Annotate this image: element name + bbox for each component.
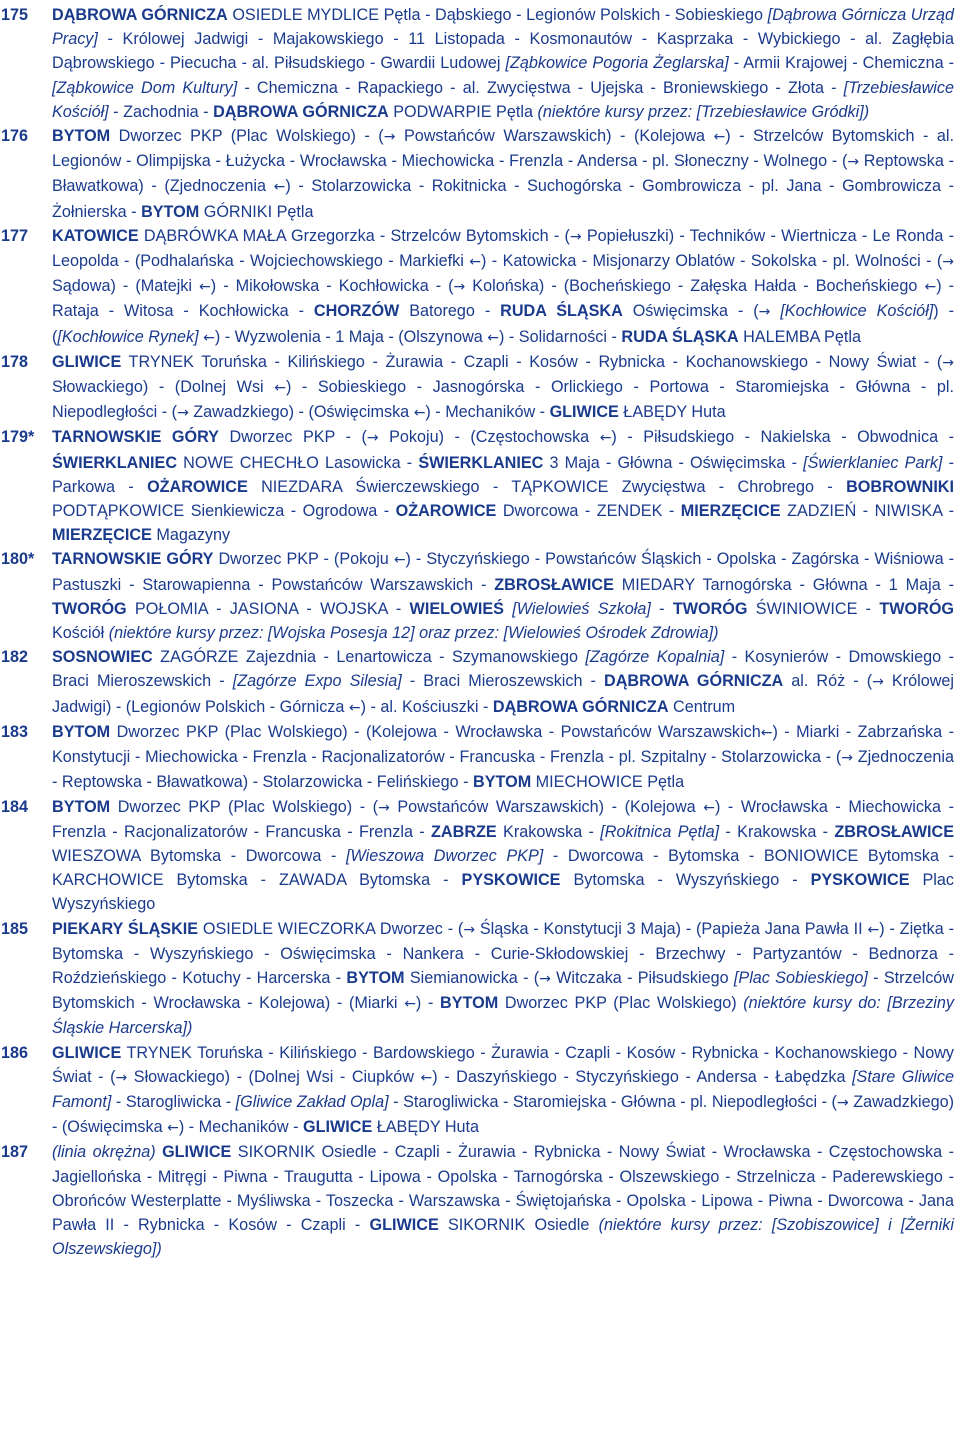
arrow-left-icon: ← — [199, 279, 211, 296]
arrow-left-icon: ← — [274, 380, 286, 397]
city-name: TWORÓG — [52, 599, 127, 618]
route-text: Sądowa) - (Matejki — [52, 277, 200, 296]
city-name: PYSKOWICE — [810, 871, 910, 890]
stop-note: [Stare Gliwice Famont] — [52, 1067, 954, 1111]
route-description — [52, 3, 954, 124]
route-text: Kolońska) - (Bocheńskiego - Załęska Hałda - Bocheńskiego — [465, 277, 925, 296]
city-name: MIERZĘCICE — [52, 526, 152, 545]
city-name: CHORZÓW — [313, 302, 400, 321]
route-description — [52, 547, 954, 645]
arrow-left-icon: ← — [420, 1069, 433, 1086]
route-number: 175 — [1, 6, 29, 24]
route-text: al. Róż - ( — [783, 672, 873, 691]
route-text: ) - Rataja - Witosa - Kochłowicka - — [52, 277, 954, 321]
arrow-right-icon: → — [378, 799, 390, 816]
city-name: SOSNOWIEC — [52, 648, 153, 667]
route-text: Zawadzkiego) - (Oświęcimska — [188, 403, 414, 422]
route-text: ) - Katowicka - Misjonarzy Oblatów - Sokolska - pl. Wolności - ( — [480, 252, 943, 271]
arrow-left-icon: ← — [348, 699, 361, 716]
route-number: 183 — [1, 722, 29, 741]
route-text: ŚWINIOWICE - — [747, 599, 880, 618]
route-text: ) - Piłsudskiego - Nakielska - Obwodnica - — [611, 428, 954, 447]
arrow-left-icon: ← — [404, 996, 416, 1013]
route-text: Dworzec PKP (Plac Wolskiego) — [498, 994, 744, 1013]
route-text: Królowej Jadwigi) - (Legionów Polskich - Górnicza — [52, 672, 954, 716]
stop-note: [Trzebiesławice Kościół] — [52, 78, 954, 121]
route-entry — [0, 795, 954, 917]
route-number: 187 — [1, 1143, 29, 1162]
city-name: ZABRZE — [431, 822, 497, 841]
route-text: ) - al. Kościuszki - — [360, 697, 493, 716]
arrow-left-icon: ← — [167, 1120, 179, 1137]
route-text: - Strzelców Bytomskich - Wrocławska - Kolejowa) - (Miarki — [52, 968, 954, 1013]
route-text: - Starogliwicka - Staromiejska - Główna - pl. Niepodległości - ( — [388, 1092, 837, 1111]
route-text: Krakowska - — [496, 822, 601, 841]
route-text: ) - ( — [52, 302, 954, 346]
route-text: POŁOMIA - JASIONA - WOJSKA - — [126, 599, 410, 618]
city-name: GLIWICE — [369, 1215, 439, 1234]
arrow-right-icon: → — [836, 1094, 849, 1111]
stop-note: [Wieszowa Dworzec PKP] — [346, 846, 544, 865]
route-text: ) - Sobieskiego - Jasnogórska - Orlickiego - Portowa - Staromiejska - Główna - pl. Niepodległości - ( — [52, 378, 954, 422]
city-name: OŻAROWICE — [147, 477, 248, 496]
city-name: DĄBROWA GÓRNICZA — [213, 102, 389, 121]
route-text: Reptowska - Bławatkowa) - (Zjednoczenia — [52, 152, 954, 196]
route-text: ) - Stolarzowicka - Rokitnicka - Suchogórska - Gombrowicza - pl. Jana - Gombrowicza - Żołnierska - — [52, 177, 955, 221]
route-description — [52, 224, 954, 350]
route-entry — [0, 425, 954, 547]
arrow-left-icon: ← — [924, 279, 937, 296]
route-text: ) - Styczyńskiego - Powstańców Śląskich - Opolska - Zagórska - Wiśniowa - Pastuszki - Starowapienna - Powstańców Warszawskich - — [52, 550, 954, 594]
route-text: MIECHOWICE Pętla — [531, 773, 685, 792]
city-name: BYTOM — [52, 127, 111, 146]
route-text: PODWARPIE Pętla — [388, 102, 538, 121]
arrow-right-icon: → — [841, 750, 853, 767]
route-text: ) - Strzelców Bytomskich - al. Legionów - Olimpijska - Łużycka - Wrocławska - Miechowicka - Frenzla - Andersa - pl. Słoneczny - Wolnego - ( — [52, 127, 954, 171]
route-text: ) - Mechaników - — [178, 1118, 303, 1137]
route-text: NIEZDARA Świerczewskiego - TĄPKOWICE Zwycięstwa - Chrobrego - — [247, 477, 847, 496]
route-text: Witczaka - Piłsudskiego — [550, 968, 734, 987]
route-text: Oświęcimska - ( — [622, 302, 759, 321]
arrow-right-icon: → — [758, 304, 771, 321]
route-text: ) - Mikołowska - Kochłowicka - ( — [210, 277, 454, 296]
arrow-right-icon: → — [847, 154, 860, 171]
stop-note: [Ząbkowice Pogoria Żeglarska] — [505, 54, 729, 73]
route-entry — [0, 720, 954, 795]
route-entry — [0, 645, 954, 720]
route-number: 180* — [1, 550, 35, 569]
route-entry — [0, 224, 954, 350]
route-text: Centrum — [668, 697, 736, 716]
route-text: SIKORNIK Osiedle - Czapli - Żurawia - Rybnicka - Nowy Świat - Wrocławska - Częstochowska - Jagiellońska - Mitręgi - Piwna - Traugutta - Lipowa - Opolska - Tarnogórska - Olszewskiego - Strzelnicza - Paderewskiego - Obrońców Westerplatte - Myśliwska - Toszecka - Warszawska - Świętojańska - Opolska - Lipowa - Piwna - Dworcowa - Jana Pawła II - Rybnicka - Kosów - Czapli - — [52, 1143, 954, 1234]
arrow-right-icon: → — [177, 405, 189, 422]
stop-note: [Zagórze Expo Silesia] — [232, 672, 402, 691]
city-name: GLIWICE — [549, 403, 619, 422]
route-text: - Starogliwicka - — [111, 1092, 236, 1111]
route-entry — [0, 124, 954, 224]
city-name: GLIWICE — [52, 352, 122, 371]
city-name: GLIWICE — [303, 1118, 373, 1137]
arrow-right-icon: → — [463, 921, 476, 938]
route-text: Zjednoczenia - Reptowska - Bławatkowa) - Stolarzowicka - Felińskiego - — [52, 748, 954, 792]
city-name: TARNOWSKIE GÓRY — [52, 428, 219, 447]
route-text: NOWE CHECHŁO Lasowicka - — [177, 453, 419, 472]
route-text: - Królowej Jadwigi - Majakowskiego - 11 Listopada - Kosmonautów - Kasprzaka - Wybickiego - al. Zagłębia Dąbrowskiego - Piecucha - al. Piłsudskiego - Gwardii Ludowej — [52, 30, 954, 73]
city-name: RUDA ŚLĄSKA — [621, 327, 739, 346]
city-name: BYTOM — [52, 797, 111, 816]
route-text: Dworzec PKP (Plac Wolskiego) - (Kolejowa - Wrocławska - Powstańców Warszawskich — [110, 722, 761, 741]
route-number: 184 — [1, 797, 29, 816]
route-number: 176 — [1, 127, 29, 146]
stop-note: [Rokitnica Pętla] — [600, 822, 720, 841]
stop-note: (niektóre kursy przez: [Trzebiesławice Gródki]) — [537, 102, 870, 121]
route-entry — [0, 917, 954, 1041]
route-text: - Chemiczna - Rapackiego - al. Zwycięstwa - Ujejska - Broniewskiego - Złota - — [237, 78, 844, 97]
route-entry — [0, 1041, 954, 1141]
stop-note: (niektóre kursy przez: [Wojska Posesja 12] oraz przez: [Wielowieś Ośrodek Zdrowia]) — [108, 624, 719, 643]
arrow-left-icon: ← — [713, 129, 726, 146]
route-description — [52, 425, 954, 547]
arrow-right-icon: → — [539, 970, 551, 987]
city-name: DĄBROWA GÓRNICZA — [52, 6, 228, 24]
arrow-left-icon: ← — [867, 921, 880, 938]
route-description — [52, 1041, 954, 1141]
arrow-left-icon: ← — [487, 329, 500, 346]
route-number: 182 — [1, 648, 29, 667]
route-text — [770, 302, 780, 320]
route-text: Bytomska - Wyszyńskiego - — [560, 871, 811, 890]
route-text: ) - Wrocławska - Miechowicka - Frenzla - Racjonalizatorów - Francuska - Frenzla - — [52, 797, 954, 841]
stop-note: [Wielowieś Szkoła] — [512, 599, 651, 618]
route-text: ZADZIEŃ - NIWISKA - — [780, 502, 954, 521]
city-name: DĄBROWA GÓRNICZA — [604, 672, 784, 691]
route-text: Dworcowa - ZENDEK - — [496, 502, 681, 521]
route-description — [52, 124, 954, 224]
route-description — [52, 645, 954, 720]
route-number: 179* — [1, 428, 35, 447]
route-text: DĄBRÓWKA MAŁA Grzegorzka - Strzelców Bytomskich - ( — [138, 226, 570, 245]
route-text: MIEDARY Tarnogórska - Główna - 1 Maja - — [613, 575, 955, 594]
route-text: Słowackiego) - (Dolnej Wsi - Ciupków — [127, 1067, 421, 1086]
route-text: TRYNEK Toruńska - Kilińskiego - Bardowskiego - Żurawia - Czapli - Kosów - Rybnicka - Kochanowskiego - Nowy Świat - ( — [52, 1043, 954, 1086]
city-name: GLIWICE — [52, 1043, 122, 1062]
arrow-left-icon: ← — [599, 430, 612, 447]
route-entry — [0, 547, 954, 645]
city-name: ZBROSŁAWICE — [834, 822, 954, 841]
city-name: RUDA ŚLĄSKA — [500, 302, 623, 321]
route-text: Dworzec PKP - ( — [218, 428, 367, 447]
route-text: 3 Maja - Główna - Oświęcimska - — [543, 453, 804, 472]
city-name: BYTOM — [473, 773, 532, 792]
route-description — [52, 350, 954, 426]
route-text: Pokoju) - (Częstochowska — [378, 428, 600, 447]
route-text: - Kosynierów - Dmowskiego - Braci Mieroszewskich - — [52, 648, 954, 691]
route-text: Powstańców Warszawskich) - (Kolejowa — [389, 797, 704, 816]
city-name: TARNOWSKIE GÓRY — [52, 550, 214, 569]
route-text: Dworzec PKP (Plac Wolskiego) - ( — [110, 797, 379, 816]
stop-note: [Kochłowice Kościół] — [780, 302, 934, 321]
city-name: ZBROSŁAWICE — [494, 575, 614, 594]
stop-note: [Świerklaniec Park] — [803, 453, 943, 472]
route-text: Batorego - — [399, 302, 501, 321]
city-name: BOBROWNIKI — [846, 477, 954, 496]
route-text: - Parkowa - — [52, 453, 954, 496]
route-number: 178 — [1, 352, 29, 371]
route-number: 177 — [1, 226, 29, 245]
route-text: TRYNEK Toruńska - Kilińskiego - Żurawia - Czapli - Kosów - Rybnicka - Kochanowskiego - Nowy Świat - ( — [121, 352, 943, 371]
arrow-left-icon: ← — [703, 799, 715, 816]
route-text: ŁABĘDY Huta — [372, 1118, 480, 1137]
route-text: OSIEDLE MYDLICE Pętla - Dąbskiego - Legionów Polskich - Sobieskiego — [227, 6, 768, 24]
stop-note: (niektóre kursy do: [Brzeziny Śląskie Harcerska]) — [52, 994, 954, 1038]
route-text: ) - Miarki - Zabrzańska - Konstytucji - Miechowicka - Frenzla - Racjonalizatorów - Francuska - Frenzla - pl. Szpitalny - Stolarzowicka - ( — [52, 722, 954, 767]
route-text: Zawadzkiego) - (Oświęcimska — [52, 1092, 954, 1137]
arrow-right-icon: → — [366, 430, 379, 447]
city-name: BYTOM — [52, 722, 111, 741]
city-name: BYTOM — [346, 968, 405, 987]
route-text: Plac Wyszyńskiego — [52, 871, 954, 914]
route-text: Siemianowicka - ( — [404, 968, 540, 987]
city-name: DĄBROWA GÓRNICZA — [492, 697, 669, 716]
route-text: GÓRNIKI Pętla — [199, 202, 314, 221]
arrow-left-icon: ← — [413, 405, 426, 422]
arrow-right-icon: → — [115, 1069, 128, 1086]
route-text: PODTĄPKOWICE Sienkiewicza - Ogrodowa - — [52, 502, 396, 521]
route-description — [52, 917, 954, 1041]
route-description — [52, 720, 954, 795]
arrow-left-icon: ← — [203, 329, 215, 346]
stop-note: (linia okrężna) — [52, 1143, 156, 1162]
route-text: SIKORNIK Osiedle — [438, 1215, 599, 1234]
route-entry — [0, 3, 954, 124]
route-text: - — [650, 599, 673, 618]
route-text: - Zachodnia - — [108, 102, 214, 121]
arrow-left-icon: ← — [469, 254, 481, 271]
stop-note: (niektóre kursy przez: [Szobiszowice] i [Żerniki Olszewskiego]) — [52, 1215, 954, 1259]
arrow-right-icon: → — [383, 129, 396, 146]
route-text: Powstańców Warszawskich) - (Kolejowa — [395, 127, 714, 146]
route-text: ) - Daszyńskiego - Styczyńskiego - Andersa - Łabędzka — [432, 1067, 853, 1086]
route-text: ŁABĘDY Huta — [618, 403, 726, 422]
route-text: ) - Solidarności - — [499, 327, 622, 346]
route-text: ) - — [415, 994, 441, 1013]
city-name: ŚWIERKLANIEC — [52, 453, 178, 472]
route-text: ZAGÓRZE Zajezdnia - Lenartowicza - Szymanowskiego — [152, 648, 586, 667]
route-number: 185 — [1, 919, 29, 938]
city-name: OŻAROWICE — [395, 502, 497, 521]
arrow-right-icon: → — [569, 228, 582, 245]
arrow-left-icon: ← — [273, 179, 286, 196]
arrow-left-icon: ← — [760, 724, 773, 741]
arrow-right-icon: → — [872, 674, 884, 691]
route-text: - Armii Krajowej - Chemiczna - — [728, 54, 954, 73]
route-text: - Dworcowa - Bytomska - BONIOWICE Bytomska - KARCHOWICE Bytomska - ZAWADA Bytomska - — [52, 846, 954, 890]
route-text: Popiełuszki) - Techników - Wiertnicza - Le Ronda - Leopolda - (Podhalańska - Wojciechowskiego - Markiefki — [52, 226, 955, 271]
stop-note: [Gliwice Zakład Opla] — [235, 1092, 389, 1111]
route-text: Słowackiego) - (Dolnej Wsi — [52, 378, 275, 397]
city-name: BYTOM — [440, 994, 499, 1013]
city-name: GLIWICE — [162, 1143, 232, 1162]
stop-note: [Ząbkowice Dom Kultury] — [52, 78, 238, 97]
route-text: Dworzec PKP - (Pokoju — [213, 550, 394, 569]
stop-note: [Kochłowice Rynek] — [57, 327, 199, 346]
route-text: ) - Wyzwolenia - 1 Maja - (Olszynowa — [214, 327, 488, 346]
route-text: Kościół — [52, 624, 109, 643]
route-text: Śląska - Konstytucji 3 Maja) - (Papieża Jana Pawła II — [475, 919, 868, 938]
route-description — [52, 1140, 954, 1261]
route-entry — [0, 1140, 954, 1261]
route-text: ) - Ziętka - Bytomska - Wyszyńskiego - Oświęcimska - Nankera - Curie-Skłodowskiej - Brzechwy - Partyzantów - Bednorza - Roździeńskiego - Kotuchy - Harcerska - — [52, 919, 954, 987]
route-text: - Krakowska - — [719, 822, 835, 841]
city-name: BYTOM — [141, 202, 200, 221]
route-text: Magazyny — [151, 526, 231, 545]
route-description — [52, 795, 954, 917]
stop-note: [Dąbrowa Górnicza Urząd Pracy] — [52, 6, 954, 49]
stop-note: [Plac Sobieskiego] — [733, 968, 868, 987]
route-entry — [0, 350, 954, 426]
city-name: WIELOWIEŚ — [409, 599, 504, 618]
city-name: PIEKARY ŚLĄSKIE — [52, 919, 199, 938]
route-text: OSIEDLE WIECZORKA Dworzec - ( — [198, 919, 464, 938]
arrow-right-icon: → — [942, 354, 954, 371]
route-text: - Braci Mieroszewskich - — [401, 672, 604, 691]
route-text: Dworzec PKP (Plac Wolskiego) - ( — [110, 127, 384, 146]
city-name: ŚWIERKLANIEC — [418, 453, 544, 472]
city-name: KATOWICE — [52, 226, 139, 245]
city-name: PYSKOWICE — [461, 871, 561, 890]
arrow-right-icon: → — [453, 279, 466, 296]
city-name: TWORÓG — [879, 599, 955, 618]
arrow-left-icon: ← — [393, 552, 406, 569]
city-name: TWORÓG — [672, 599, 748, 618]
route-text: WIESZOWA Bytomska - Dworcowa - — [52, 846, 347, 865]
route-text: ) - Mechaników - — [425, 403, 550, 422]
city-name: MIERZĘCICE — [680, 502, 781, 521]
stop-note: [Zagórze Kopalnia] — [585, 648, 725, 667]
route-text: HALEMBA Pętla — [738, 327, 861, 346]
route-number: 186 — [1, 1043, 29, 1062]
arrow-right-icon: → — [942, 254, 954, 271]
